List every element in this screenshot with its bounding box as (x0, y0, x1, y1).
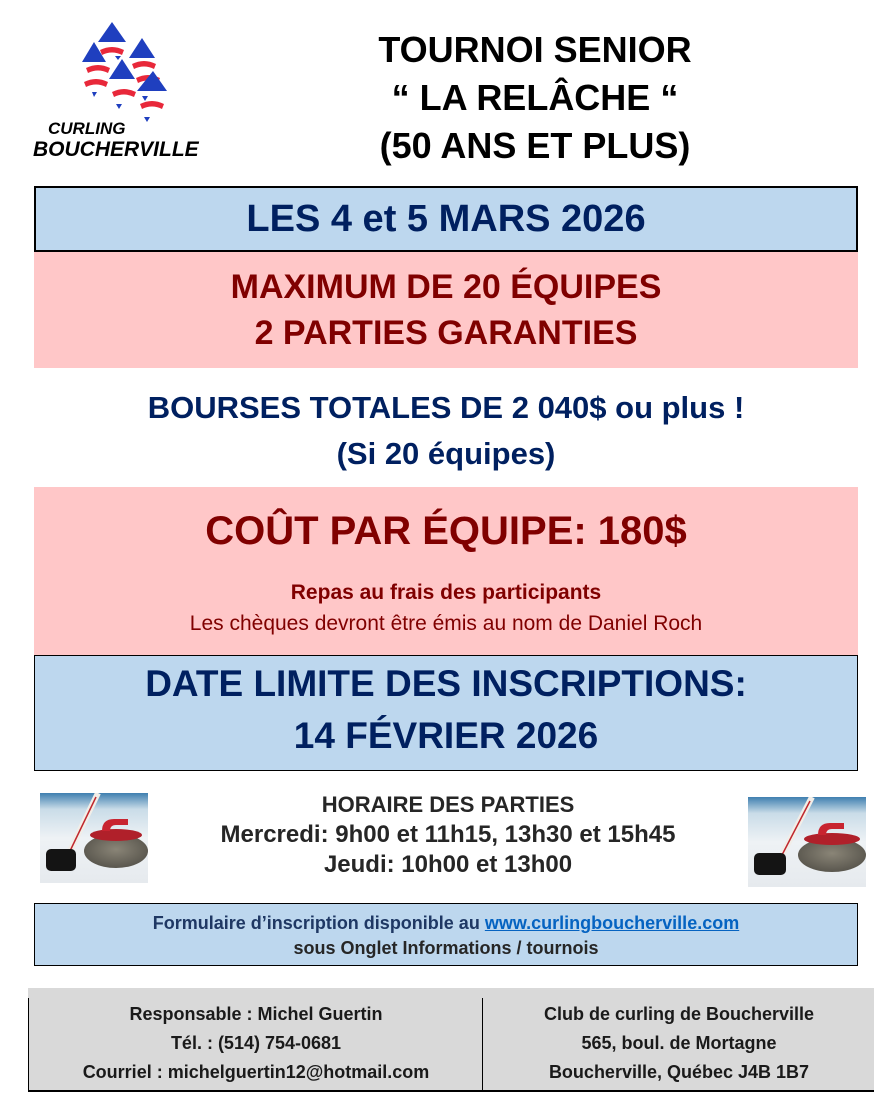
curling-stone-image-right (748, 797, 866, 887)
prizes-condition: (Si 20 équipes) (336, 436, 556, 471)
contact-footer (28, 988, 874, 1092)
registration-deadline-box (34, 655, 858, 771)
cheques-note: Les chèques devront être émis au nom de Daniel Roch (189, 612, 703, 635)
page-title (300, 26, 770, 170)
logo-text-boucherville: BOUCHERVILLE (33, 138, 199, 161)
curling-stone-icon (40, 793, 148, 883)
club-name: Club de curling de Boucherville (543, 1004, 815, 1024)
contact-phone: Tél. : (514) 754-0681 (170, 1033, 342, 1053)
title-line-3: (50 ANS ET PLUS) (379, 125, 691, 166)
schedule-section (150, 790, 746, 880)
website-link[interactable]: www.curlingboucherville.com (484, 913, 740, 933)
teams-box (34, 252, 858, 368)
max-teams: MAXIMUM DE 20 ÉQUIPES (230, 268, 662, 306)
curling-stone-icon (748, 797, 866, 887)
title-line-1: TOURNOI SENIOR (378, 29, 692, 70)
guaranteed-games: 2 PARTIES GARANTIES (254, 314, 638, 352)
schedule-thursday: Jeudi: 10h00 et 13h00 (323, 851, 573, 878)
meals-note: Repas au frais des participants (290, 581, 602, 604)
contact-email: Courriel : michelguertin12@hotmail.com (82, 1062, 430, 1082)
club-address (484, 1000, 874, 1087)
logo-text-curling: CURLING (48, 119, 126, 138)
cost-box (34, 487, 858, 655)
registration-line-1 (35, 911, 857, 936)
total-prizes: BOURSES TOTALES DE 2 040$ ou plus ! (147, 390, 745, 425)
club-street: 565, boul. de Mortagne (581, 1033, 777, 1053)
curling-logo-icon (82, 22, 192, 126)
registration-line-2: sous Onglet Informations / tournois (293, 938, 599, 958)
deadline-date: 14 FÉVRIER 2026 (293, 715, 599, 756)
curling-boucherville-logo (30, 18, 220, 163)
contact-responsable: Responsable : Michel Guertin (129, 1004, 383, 1024)
registration-prefix: Formulaire d’inscription disponible au (152, 913, 485, 933)
contact-person (30, 1000, 482, 1087)
registration-info-box (34, 903, 858, 966)
schedule-title: HORAIRE DES PARTIES (321, 792, 575, 817)
title-line-2: “ LA RELÂCHE “ (391, 77, 679, 118)
cost-per-team: COÛT PAR ÉQUIPE: 180$ (205, 509, 687, 553)
curling-stone-image-left (40, 793, 148, 883)
schedule-wednesday: Mercredi: 9h00 et 11h15, 13h30 et 15h45 (220, 821, 676, 848)
event-dates-box (34, 186, 858, 252)
footer-divider (482, 998, 483, 1092)
prizes-section (34, 385, 858, 477)
footer-left-border (28, 998, 29, 1092)
club-city: Boucherville, Québec J4B 1B7 (548, 1062, 810, 1082)
deadline-label: DATE LIMITE DES INSCRIPTIONS: (145, 663, 747, 704)
event-dates: LES 4 et 5 MARS 2026 (246, 198, 646, 240)
